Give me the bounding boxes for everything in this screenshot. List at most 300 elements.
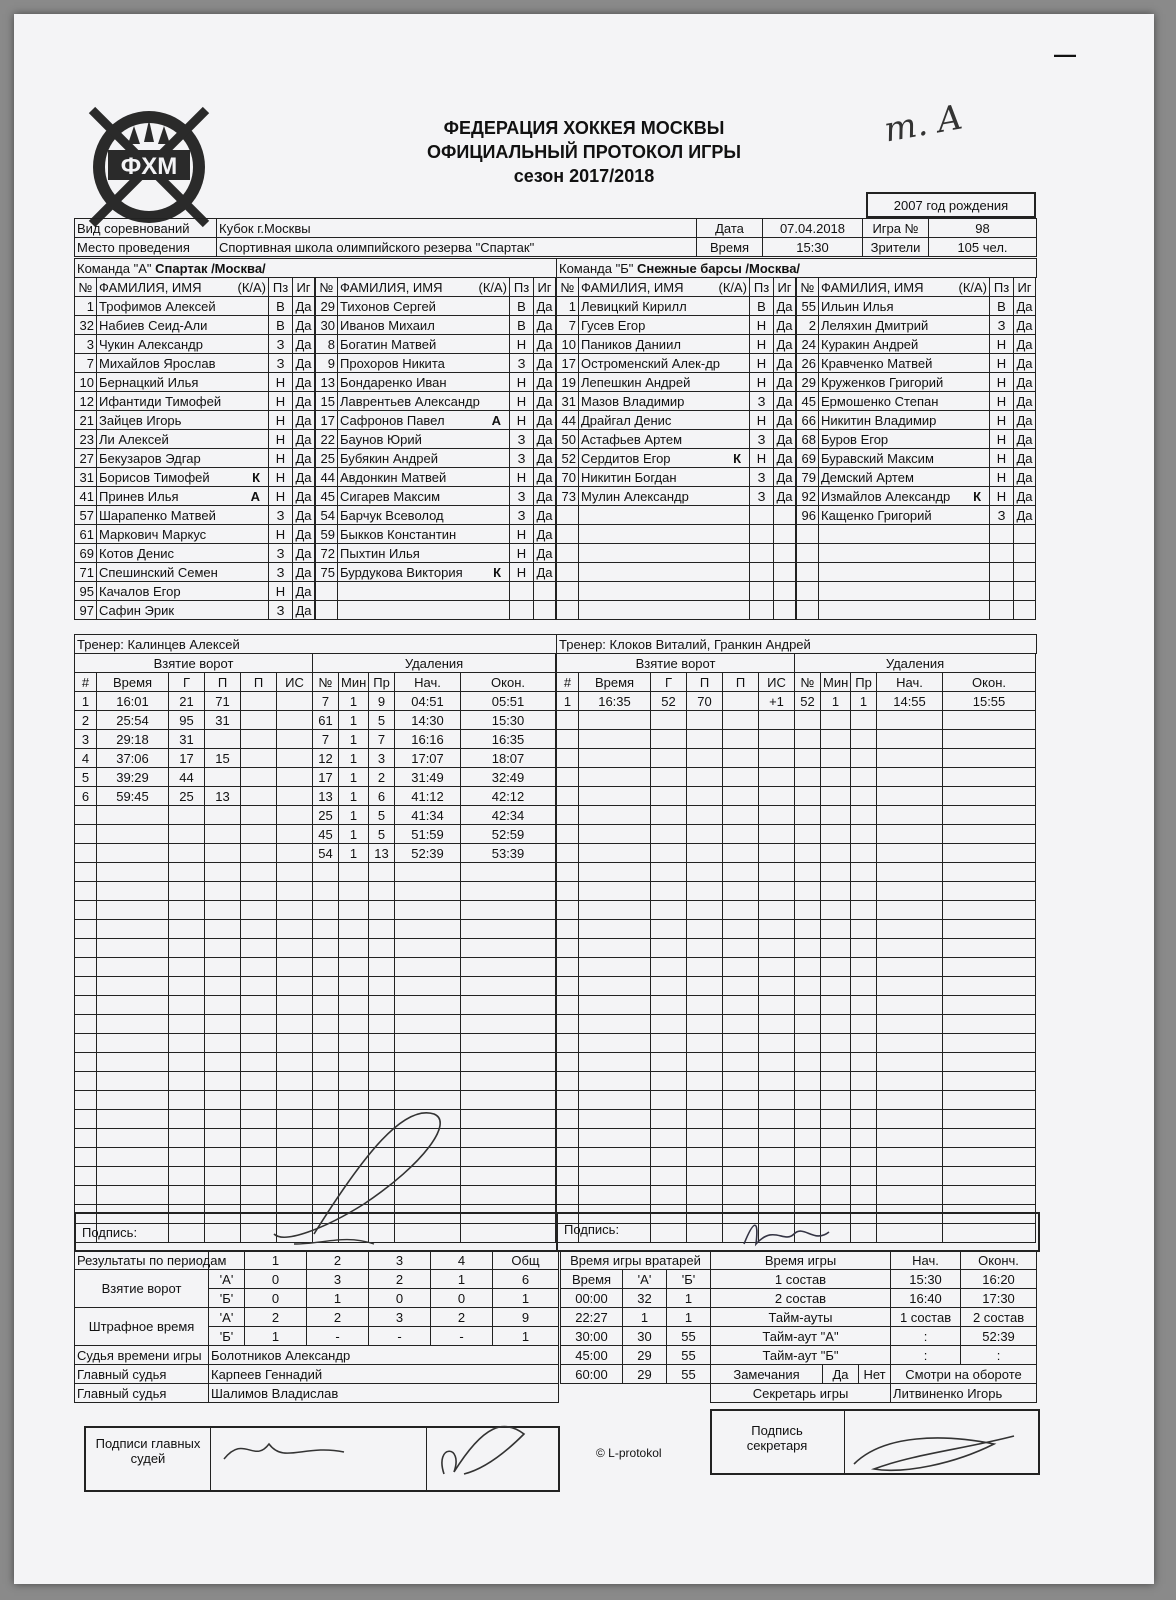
goal-scorer: 17 xyxy=(169,749,205,768)
goal-situation xyxy=(759,920,795,939)
goal-assist-1 xyxy=(205,939,241,958)
player-name-cell xyxy=(579,430,750,449)
goal-assist-1: 70 xyxy=(687,692,723,711)
empty-cell xyxy=(774,506,796,525)
penalty-player xyxy=(795,863,821,882)
event-row-a xyxy=(75,863,556,882)
player-row-a xyxy=(316,411,556,430)
goal-time xyxy=(97,1015,169,1034)
player-name-cell xyxy=(338,506,510,525)
player-played: Да xyxy=(774,449,796,468)
roster-a-left xyxy=(74,277,315,620)
player-row-a xyxy=(316,487,556,506)
column-header: # xyxy=(557,673,579,692)
penalty-reason xyxy=(851,1072,877,1091)
empty-cell xyxy=(579,544,750,563)
goal-index xyxy=(557,825,579,844)
player-position: З xyxy=(269,354,293,373)
empty-cell xyxy=(1014,582,1036,601)
penalty-start: 04:51 xyxy=(395,692,461,711)
goal-situation xyxy=(759,977,795,996)
player-name: Шарапенко Матвей xyxy=(99,507,216,523)
penalty-minutes: 1 xyxy=(339,806,369,825)
player-row-b xyxy=(797,525,1036,544)
penalty-reason xyxy=(369,1053,395,1072)
goal-index xyxy=(557,711,579,730)
goal-scorer: 21 xyxy=(169,692,205,711)
penalty-player xyxy=(313,863,339,882)
event-row-a xyxy=(75,1072,556,1091)
goal-index xyxy=(75,863,97,882)
goal-assist-1: 15 xyxy=(205,749,241,768)
goal-assist-2 xyxy=(241,882,277,901)
penalty-minutes xyxy=(339,958,369,977)
event-row-a xyxy=(75,768,556,787)
player-number: 92 xyxy=(797,487,819,506)
player-name: Богатин Матвей xyxy=(340,336,437,352)
goal-assist-2 xyxy=(723,1072,759,1091)
column-header: П xyxy=(205,673,241,692)
penalty-minutes: 1 xyxy=(339,844,369,863)
player-played: Да xyxy=(293,506,315,525)
player-name: Чукин Александр xyxy=(99,336,203,352)
player-played: Да xyxy=(534,487,556,506)
goal-situation xyxy=(759,1053,795,1072)
goal-assist-1 xyxy=(687,1186,723,1205)
player-played: Да xyxy=(1014,430,1036,449)
goal-time xyxy=(97,939,169,958)
event-row-a xyxy=(75,787,556,806)
goal-time xyxy=(579,787,651,806)
event-row-a xyxy=(75,882,556,901)
event-row-b xyxy=(557,977,1036,996)
goal-index xyxy=(75,1072,97,1091)
player-position: Н xyxy=(269,525,293,544)
goal-situation xyxy=(759,844,795,863)
goal-assist-2 xyxy=(241,920,277,939)
player-number: 71 xyxy=(75,563,97,582)
goal-index xyxy=(75,901,97,920)
penalty-start xyxy=(877,711,943,730)
player-name: Бекузаров Эдгар xyxy=(99,450,201,466)
event-row-a xyxy=(75,692,556,711)
penalty-end xyxy=(461,977,556,996)
penalty-reason xyxy=(369,1034,395,1053)
penalty-reason xyxy=(851,730,877,749)
player-played: Да xyxy=(293,449,315,468)
player-played: Да xyxy=(534,373,556,392)
player-number: 26 xyxy=(797,354,819,373)
player-position: З xyxy=(269,601,293,620)
goal-time xyxy=(579,901,651,920)
event-row-a xyxy=(75,996,556,1015)
goal-time xyxy=(579,1015,651,1034)
player-position: Н xyxy=(990,373,1014,392)
player-number: 30 xyxy=(316,316,338,335)
goal-scorer xyxy=(651,1167,687,1186)
penalty-reason xyxy=(851,768,877,787)
penalty-end xyxy=(943,977,1036,996)
goal-index xyxy=(75,996,97,1015)
empty-cell xyxy=(750,563,774,582)
roster-header-ig: Иг xyxy=(774,278,796,297)
penalty-minutes xyxy=(339,1053,369,1072)
player-played: Да xyxy=(293,354,315,373)
player-row-a xyxy=(316,354,556,373)
penalty-reason xyxy=(851,1186,877,1205)
player-name-cell xyxy=(97,411,269,430)
goal-situation xyxy=(759,1072,795,1091)
player-number: 44 xyxy=(557,411,579,430)
penalty-player xyxy=(795,901,821,920)
goal-situation xyxy=(759,768,795,787)
secretary-signature-box: Подпись секретаря xyxy=(710,1409,1040,1475)
player-row-b xyxy=(557,449,796,468)
player-row-b xyxy=(797,563,1036,582)
penalty-minutes xyxy=(339,996,369,1015)
goal-scorer xyxy=(169,939,205,958)
player-name: Круженков Григорий xyxy=(821,374,944,390)
penalty-start xyxy=(877,1091,943,1110)
player-row-b xyxy=(557,297,796,316)
penalty-reason: 13 xyxy=(369,844,395,863)
empty-cell xyxy=(316,582,338,601)
empty-cell xyxy=(750,601,774,620)
goal-time xyxy=(97,1072,169,1091)
player-position: Н xyxy=(990,449,1014,468)
player-name-cell xyxy=(579,487,750,506)
penalty-player xyxy=(795,1129,821,1148)
goal-time: 16:35 xyxy=(579,692,651,711)
empty-cell xyxy=(338,582,510,601)
player-name: Маркович Маркус xyxy=(99,526,207,542)
player-played: Да xyxy=(774,487,796,506)
penalty-reason xyxy=(851,749,877,768)
goal-index xyxy=(557,749,579,768)
penalty-end xyxy=(943,996,1036,1015)
penalty-reason xyxy=(369,1072,395,1091)
player-played: Да xyxy=(774,354,796,373)
event-row-b xyxy=(557,1053,1036,1072)
goal-assist-1: 71 xyxy=(205,692,241,711)
player-number: 19 xyxy=(557,373,579,392)
penalty-start: 16:16 xyxy=(395,730,461,749)
penalty-minutes xyxy=(821,806,851,825)
player-position: З xyxy=(269,544,293,563)
player-position: Н xyxy=(510,411,534,430)
player-played: Да xyxy=(293,544,315,563)
player-number: 45 xyxy=(797,392,819,411)
player-name-cell xyxy=(819,297,990,316)
goal-assist-2 xyxy=(241,996,277,1015)
player-position: Н xyxy=(269,430,293,449)
penalty-minutes: 1 xyxy=(339,730,369,749)
player-name: Зайцев Игорь xyxy=(99,412,182,428)
goal-situation xyxy=(277,1072,313,1091)
goal-assist-2 xyxy=(241,1015,277,1034)
goal-assist-1 xyxy=(687,939,723,958)
player-name: Измайлов Александр xyxy=(821,488,951,504)
penalty-reason xyxy=(851,825,877,844)
signature-a-scribble xyxy=(244,1094,484,1254)
player-row-a xyxy=(316,335,556,354)
column-header: Мин xyxy=(339,673,369,692)
penalty-player xyxy=(795,1167,821,1186)
player-position: Н xyxy=(510,392,534,411)
goal-index: 1 xyxy=(75,692,97,711)
goal-time xyxy=(97,1110,169,1129)
penalty-minutes xyxy=(339,939,369,958)
player-position: З xyxy=(510,449,534,468)
empty-cell xyxy=(579,563,750,582)
penalty-player: 12 xyxy=(313,749,339,768)
goal-scorer xyxy=(651,901,687,920)
player-played: Да xyxy=(1014,316,1036,335)
penalty-reason: 5 xyxy=(369,806,395,825)
goal-time xyxy=(97,882,169,901)
goal-assist-1 xyxy=(687,920,723,939)
player-number: 32 xyxy=(75,316,97,335)
penalty-start: 14:55 xyxy=(877,692,943,711)
penalty-minutes xyxy=(821,1034,851,1053)
player-row-b xyxy=(557,354,796,373)
column-header: ИС xyxy=(277,673,313,692)
goal-situation xyxy=(759,958,795,977)
player-name: Кравченко Матвей xyxy=(821,355,933,371)
player-number: 27 xyxy=(75,449,97,468)
player-position: В xyxy=(750,297,774,316)
player-position: Н xyxy=(750,335,774,354)
player-name-cell xyxy=(819,354,990,373)
player-name: Авдонкин Матвей xyxy=(340,469,447,485)
empty-cell xyxy=(797,525,819,544)
empty-cell xyxy=(1014,601,1036,620)
goal-situation xyxy=(277,749,313,768)
player-name: Паников Даниил xyxy=(581,336,681,352)
goal-assist-1 xyxy=(205,958,241,977)
player-role: А xyxy=(491,412,501,428)
player-number: 10 xyxy=(75,373,97,392)
team-headers xyxy=(74,258,1037,278)
player-name-cell xyxy=(97,487,269,506)
goal-scorer xyxy=(169,996,205,1015)
penalty-player xyxy=(313,1034,339,1053)
penalty-reason xyxy=(851,863,877,882)
player-name-cell xyxy=(579,392,750,411)
player-row-b xyxy=(797,468,1036,487)
goal-assist-2 xyxy=(723,958,759,977)
goal-time: 16:01 xyxy=(97,692,169,711)
goal-assist-1 xyxy=(205,1091,241,1110)
player-row-a xyxy=(75,525,315,544)
penalty-reason xyxy=(851,920,877,939)
goal-assist-2 xyxy=(723,787,759,806)
goal-index xyxy=(75,977,97,996)
goals-header: Взятие ворот xyxy=(557,654,795,673)
penalty-end xyxy=(943,1072,1036,1091)
goal-scorer xyxy=(169,1129,205,1148)
event-row-b xyxy=(557,711,1036,730)
player-position: Н xyxy=(269,373,293,392)
goal-assist-2 xyxy=(241,977,277,996)
column-header: ИС xyxy=(759,673,795,692)
penalty-end xyxy=(943,806,1036,825)
goal-situation xyxy=(277,939,313,958)
goal-scorer xyxy=(651,711,687,730)
penalty-reason: 9 xyxy=(369,692,395,711)
goal-situation xyxy=(277,768,313,787)
penalty-player xyxy=(795,711,821,730)
penalty-end xyxy=(943,768,1036,787)
goal-index xyxy=(557,1167,579,1186)
goal-time xyxy=(97,806,169,825)
player-played: Да xyxy=(293,525,315,544)
player-number: 95 xyxy=(75,582,97,601)
penalty-minutes xyxy=(821,863,851,882)
player-name: Лепешкин Андрей xyxy=(581,374,691,390)
penalty-player xyxy=(313,1053,339,1072)
goal-time xyxy=(97,863,169,882)
player-position: В xyxy=(510,297,534,316)
player-position: В xyxy=(990,297,1014,316)
penalty-start: 31:49 xyxy=(395,768,461,787)
player-name-cell xyxy=(819,392,990,411)
player-name: Никитин Владимир xyxy=(821,412,937,428)
goal-time xyxy=(579,768,651,787)
goal-scorer xyxy=(169,825,205,844)
goal-scorer xyxy=(651,749,687,768)
comp-label: Вид соревнований xyxy=(75,219,217,238)
goal-index: 5 xyxy=(75,768,97,787)
event-row-b xyxy=(557,825,1036,844)
goal-assist-1 xyxy=(687,882,723,901)
goal-assist-1 xyxy=(687,768,723,787)
player-number: 31 xyxy=(75,468,97,487)
penalty-end xyxy=(943,749,1036,768)
secretary-name: Литвиненко Игорь xyxy=(891,1384,1037,1403)
roster-header-pz: Пз xyxy=(990,278,1014,297)
player-position: Н xyxy=(510,373,534,392)
player-name: Никитин Богдан xyxy=(581,469,677,485)
goal-index xyxy=(557,977,579,996)
penalty-start xyxy=(877,1034,943,1053)
player-played: Да xyxy=(534,506,556,525)
player-name: Лаврентьев Александр xyxy=(340,393,480,409)
player-name: Качалов Егор xyxy=(99,583,181,599)
column-header: № xyxy=(313,673,339,692)
goal-index xyxy=(557,996,579,1015)
penalty-minutes: 1 xyxy=(339,711,369,730)
svg-text:ФХМ: ФХМ xyxy=(120,153,178,180)
player-position: З xyxy=(510,354,534,373)
player-position: Н xyxy=(269,582,293,601)
player-played: Да xyxy=(1014,411,1036,430)
goal-assist-2 xyxy=(723,996,759,1015)
player-name-cell xyxy=(579,297,750,316)
goal-scorer xyxy=(651,1148,687,1167)
penalty-player xyxy=(795,806,821,825)
event-row-b xyxy=(557,958,1036,977)
goal-assist-2 xyxy=(723,1148,759,1167)
goal-assist-2 xyxy=(241,787,277,806)
player-row-b xyxy=(557,506,796,525)
player-position: Н xyxy=(990,468,1014,487)
penalty-reason: 5 xyxy=(369,711,395,730)
empty-cell xyxy=(990,601,1014,620)
goal-situation xyxy=(277,711,313,730)
penalty-start xyxy=(395,882,461,901)
place-value: Спортивная школа олимпийского резерва "Спартак" xyxy=(217,238,697,257)
goal-situation xyxy=(277,1053,313,1072)
empty-cell xyxy=(819,582,990,601)
player-position: Н xyxy=(990,335,1014,354)
player-row-a xyxy=(75,392,315,411)
player-name: Ли Алексей xyxy=(99,431,169,447)
event-row-a xyxy=(75,939,556,958)
goal-time xyxy=(579,977,651,996)
penalty-start xyxy=(395,996,461,1015)
player-number: 96 xyxy=(797,506,819,525)
empty-cell xyxy=(819,601,990,620)
event-row-b xyxy=(557,730,1036,749)
player-position: З xyxy=(269,506,293,525)
events-team-b xyxy=(556,653,1036,1243)
goal-time xyxy=(579,1053,651,1072)
goal-assist-2 xyxy=(241,844,277,863)
column-header: Окон. xyxy=(943,673,1036,692)
empty-cell xyxy=(774,525,796,544)
event-row-b xyxy=(557,806,1036,825)
goal-time xyxy=(97,1148,169,1167)
player-position: Н xyxy=(269,487,293,506)
penalty-player xyxy=(795,1034,821,1053)
player-number: 69 xyxy=(797,449,819,468)
penalty-reason xyxy=(851,1167,877,1186)
player-name-cell xyxy=(819,316,990,335)
goal-index xyxy=(557,958,579,977)
goal-assist-2 xyxy=(723,882,759,901)
player-row-a xyxy=(75,373,315,392)
player-played: Да xyxy=(1014,487,1036,506)
penalties-header: Удаления xyxy=(795,654,1036,673)
penalty-end xyxy=(943,844,1036,863)
penalty-player xyxy=(795,1148,821,1167)
penalty-minutes: 1 xyxy=(821,692,851,711)
penalty-start xyxy=(877,1053,943,1072)
goal-time xyxy=(579,863,651,882)
goal-index xyxy=(557,1129,579,1148)
player-number: 22 xyxy=(316,430,338,449)
goal-assist-2 xyxy=(241,1034,277,1053)
penalty-end xyxy=(943,1167,1036,1186)
goal-situation xyxy=(277,977,313,996)
penalty-end xyxy=(943,1015,1036,1034)
goal-time xyxy=(579,1167,651,1186)
goal-scorer xyxy=(651,1053,687,1072)
event-row-b xyxy=(557,768,1036,787)
player-name-cell xyxy=(338,316,510,335)
penalty-minutes xyxy=(821,882,851,901)
player-name: Баунов Юрий xyxy=(340,431,422,447)
roster-header-ka: (К/А) xyxy=(958,279,987,295)
penalty-reason xyxy=(851,711,877,730)
penalty-minutes: 1 xyxy=(339,825,369,844)
penalty-reason: 2 xyxy=(369,768,395,787)
goal-index: 6 xyxy=(75,787,97,806)
penalty-start xyxy=(877,1129,943,1148)
goal-assist-1 xyxy=(687,1167,723,1186)
goal-scorer xyxy=(651,939,687,958)
